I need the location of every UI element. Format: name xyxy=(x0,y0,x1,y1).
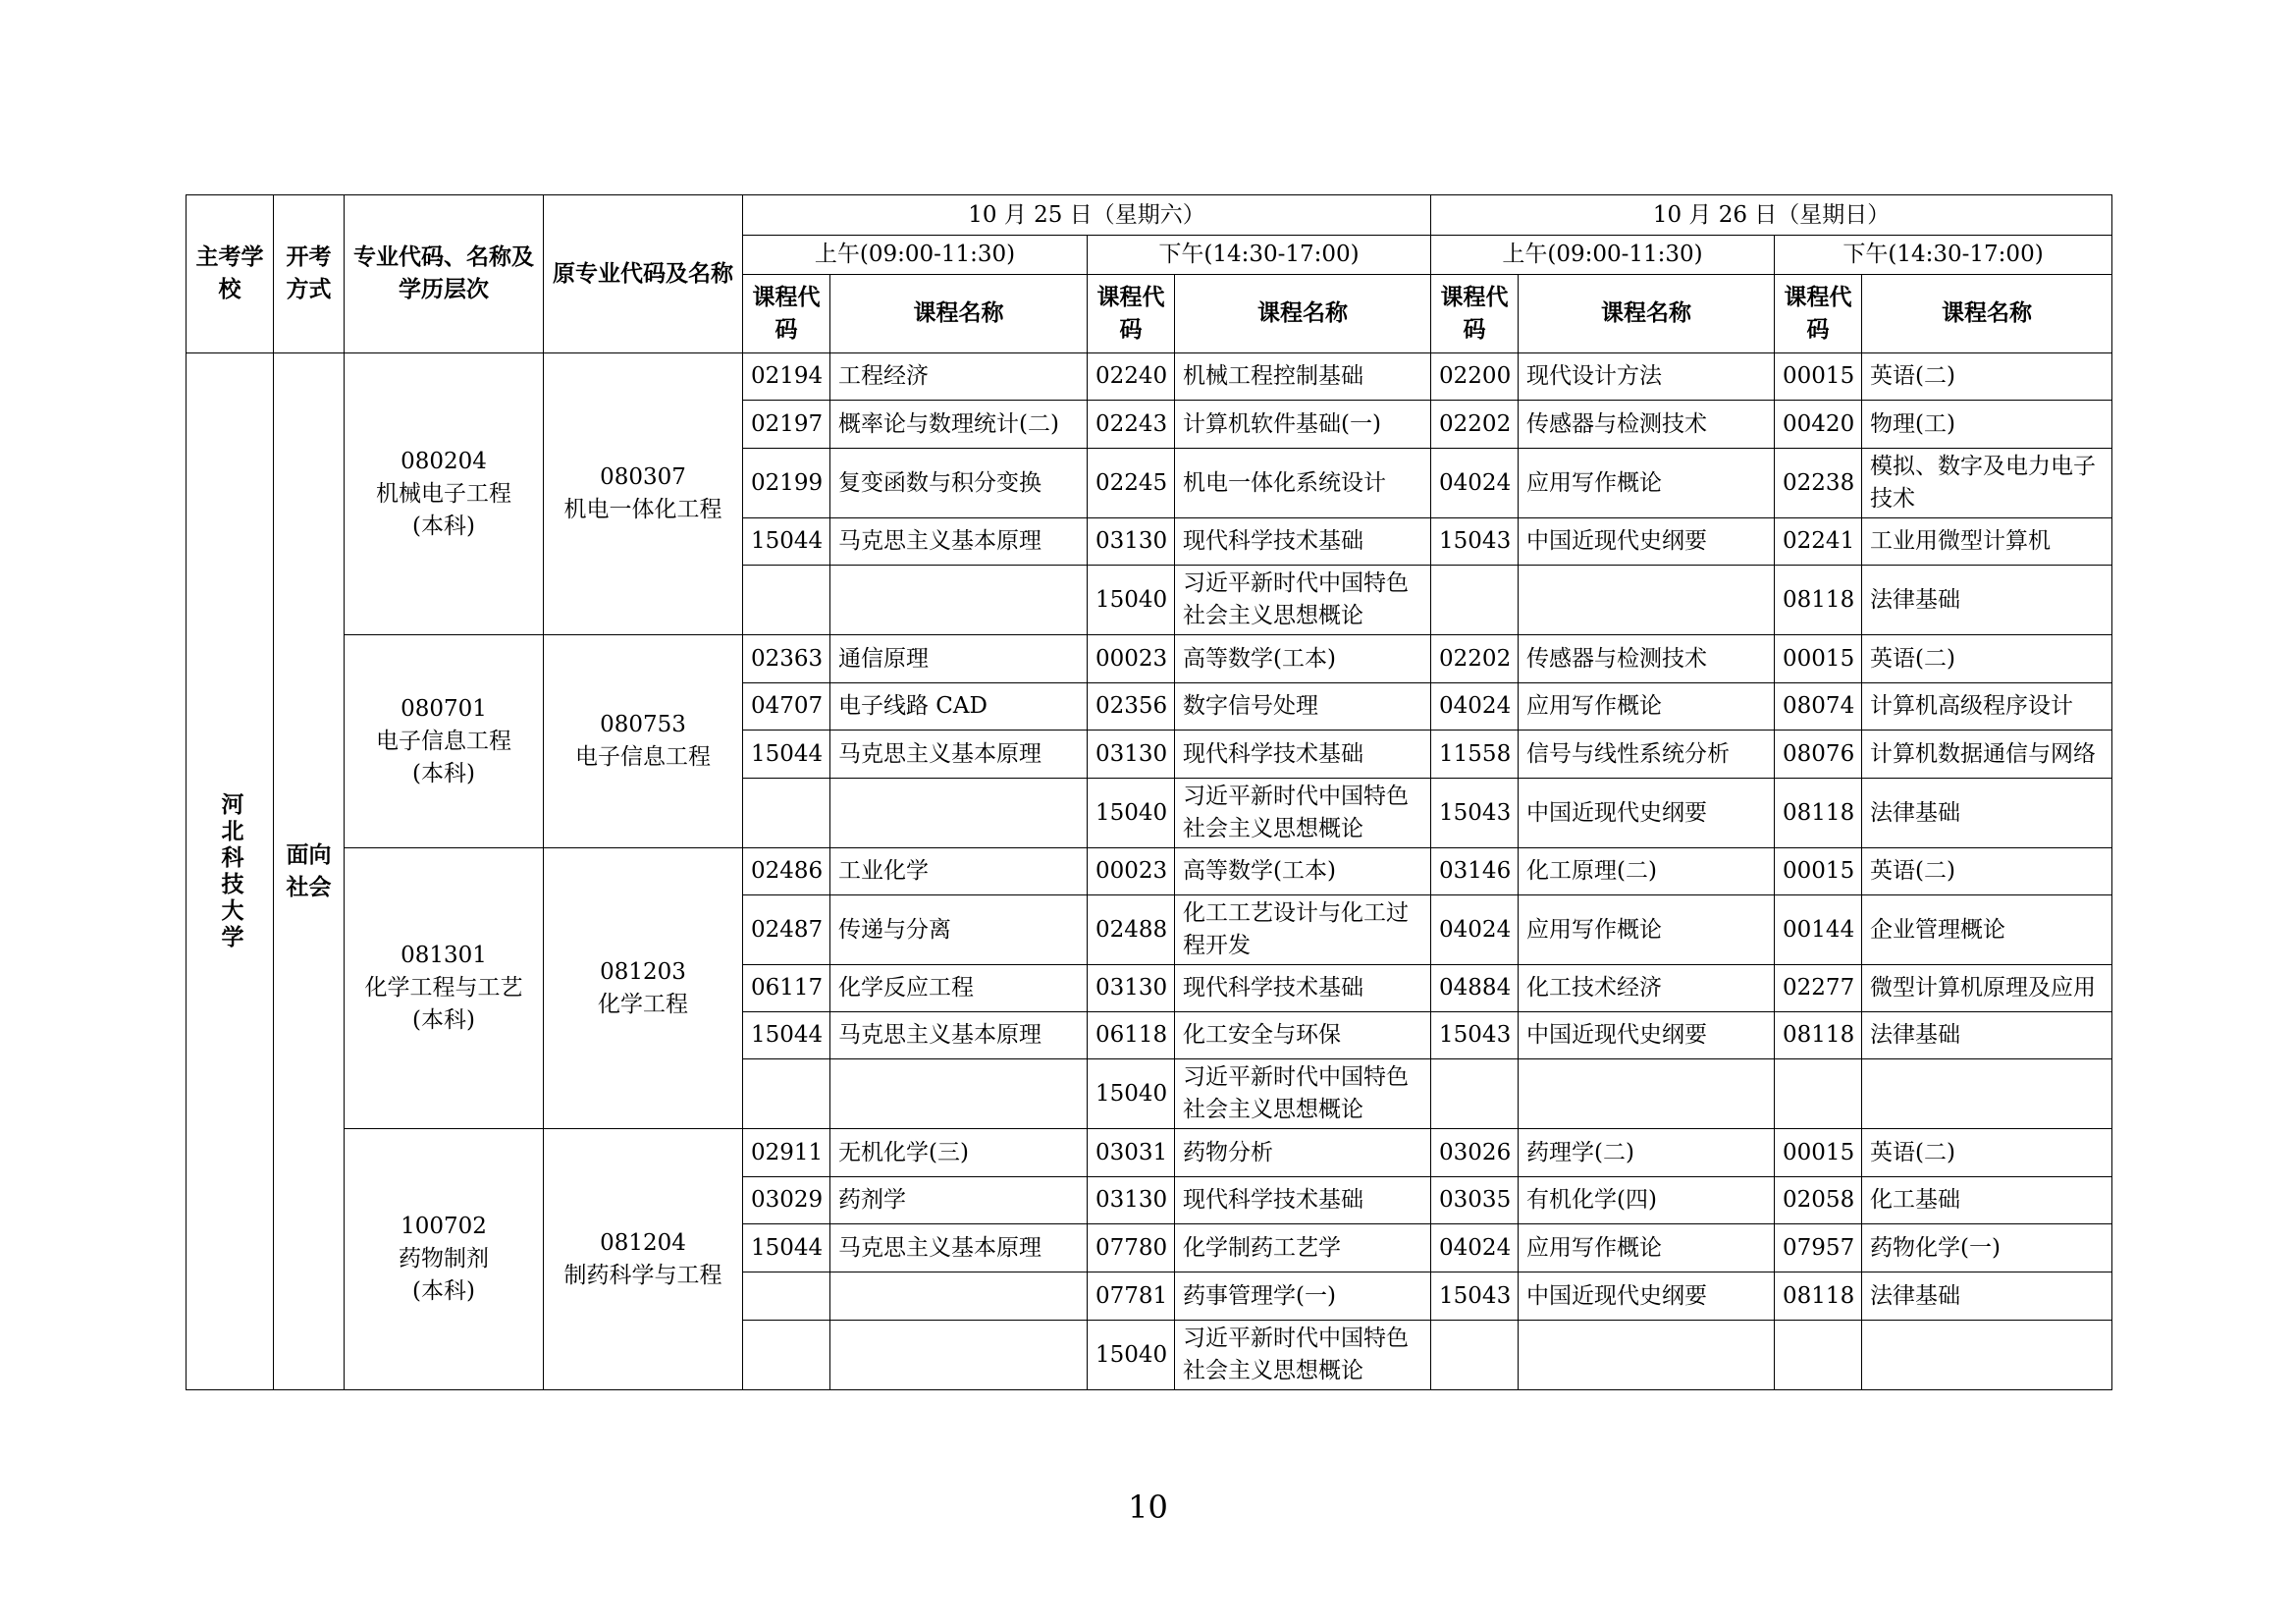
course-name: 马克思主义基本原理 xyxy=(830,1224,1088,1272)
original-major-line: 机电一体化工程 xyxy=(563,497,722,522)
course-code: 00015 xyxy=(1775,1129,1862,1177)
course-name xyxy=(830,1059,1088,1129)
original-major-line: 080307 xyxy=(600,464,686,490)
schedule-body xyxy=(187,353,2112,1390)
course-code: 08118 xyxy=(1775,1272,1862,1321)
course-code: 02197 xyxy=(743,401,830,449)
header-course-code: 课程代码 xyxy=(1431,275,1519,353)
course-name xyxy=(830,1321,1088,1390)
course-name: 英语(二) xyxy=(1862,1129,2112,1177)
course-code: 08118 xyxy=(1775,1012,1862,1059)
course-code: 15044 xyxy=(743,1012,830,1059)
course-code xyxy=(743,1272,830,1321)
course-name: 模拟、数字及电力电子技术 xyxy=(1862,449,2112,518)
exam-method: 面向社会 xyxy=(274,353,345,1390)
course-name xyxy=(1519,566,1775,635)
course-name: 法律基础 xyxy=(1862,1272,2112,1321)
course-code: 00015 xyxy=(1775,635,1862,683)
course-code: 07780 xyxy=(1088,1224,1175,1272)
course-code: 02487 xyxy=(743,895,830,965)
course-name: 微型计算机原理及应用 xyxy=(1862,965,2112,1012)
course-code: 00015 xyxy=(1775,848,1862,895)
course-name: 习近平新时代中国特色社会主义思想概论 xyxy=(1175,779,1431,848)
course-name: 机电一体化系统设计 xyxy=(1175,449,1431,518)
course-name: 计算机软件基础(一) xyxy=(1175,401,1431,449)
course-code xyxy=(743,1059,830,1129)
course-code: 15044 xyxy=(743,731,830,779)
original-major-cell xyxy=(544,635,743,848)
course-name: 有机化学(四) xyxy=(1519,1177,1775,1224)
course-name: 中国近现代史纲要 xyxy=(1519,779,1775,848)
course-code: 15043 xyxy=(1431,779,1519,848)
major-line: (本科) xyxy=(412,513,475,539)
course-name: 电子线路 CAD xyxy=(830,683,1088,731)
course-name xyxy=(1519,1059,1775,1129)
course-code: 02194 xyxy=(743,353,830,401)
school-name: 河北科技大学 xyxy=(187,353,274,1390)
header-course-code: 课程代码 xyxy=(1775,275,1862,353)
course-code xyxy=(1775,1059,1862,1129)
course-name xyxy=(1862,1059,2112,1129)
major-line: (本科) xyxy=(412,1278,475,1304)
course-code: 07781 xyxy=(1088,1272,1175,1321)
course-code: 15044 xyxy=(743,1224,830,1272)
course-code: 15044 xyxy=(743,518,830,566)
course-name: 化工原理(二) xyxy=(1519,848,1775,895)
header-course-name: 课程名称 xyxy=(1175,275,1431,353)
course-code: 11558 xyxy=(1431,731,1519,779)
course-name: 高等数学(工本) xyxy=(1175,848,1431,895)
course-name xyxy=(1519,1321,1775,1390)
course-code: 15043 xyxy=(1431,1272,1519,1321)
course-code: 02199 xyxy=(743,449,830,518)
course-code: 02356 xyxy=(1088,683,1175,731)
course-code: 02245 xyxy=(1088,449,1175,518)
course-name: 法律基础 xyxy=(1862,1012,2112,1059)
course-code: 15040 xyxy=(1088,1059,1175,1129)
course-name: 工业用微型计算机 xyxy=(1862,518,2112,566)
course-name: 应用写作概论 xyxy=(1519,683,1775,731)
course-code: 03130 xyxy=(1088,965,1175,1012)
course-name: 中国近现代史纲要 xyxy=(1519,518,1775,566)
course-name xyxy=(830,1272,1088,1321)
table-row xyxy=(187,1129,2112,1177)
course-name: 化工安全与环保 xyxy=(1175,1012,1431,1059)
course-name: 法律基础 xyxy=(1862,779,2112,848)
course-name: 马克思主义基本原理 xyxy=(830,518,1088,566)
course-name: 企业管理概论 xyxy=(1862,895,2112,965)
course-code: 00015 xyxy=(1775,353,1862,401)
course-code: 08118 xyxy=(1775,779,1862,848)
major-cell xyxy=(345,1129,544,1390)
course-code: 15040 xyxy=(1088,779,1175,848)
table-row xyxy=(187,848,2112,895)
course-code: 03031 xyxy=(1088,1129,1175,1177)
major-line: 080701 xyxy=(400,695,487,722)
major-cell xyxy=(345,635,544,848)
major-line: 100702 xyxy=(400,1214,487,1239)
course-code: 00023 xyxy=(1088,635,1175,683)
course-name: 数字信号处理 xyxy=(1175,683,1431,731)
header-day-2: 10 月 26 日（星期日） xyxy=(1431,195,2112,236)
course-code: 02238 xyxy=(1775,449,1862,518)
course-name: 物理(工) xyxy=(1862,401,2112,449)
course-code: 03026 xyxy=(1431,1129,1519,1177)
header-course-code: 课程代码 xyxy=(743,275,830,353)
course-code: 15040 xyxy=(1088,1321,1175,1390)
header-session: 上午(09:00-11:30) xyxy=(743,236,1088,275)
course-code: 00144 xyxy=(1775,895,1862,965)
course-name: 概率论与数理统计(二) xyxy=(830,401,1088,449)
course-code: 02200 xyxy=(1431,353,1519,401)
exam-schedule-table xyxy=(186,194,2112,1390)
course-code: 08118 xyxy=(1775,566,1862,635)
course-name: 化工技术经济 xyxy=(1519,965,1775,1012)
major-line: 081301 xyxy=(400,943,487,968)
course-code: 02058 xyxy=(1775,1177,1862,1224)
header-day-1: 10 月 25 日（星期六） xyxy=(743,195,1431,236)
course-code xyxy=(743,779,830,848)
course-code: 02202 xyxy=(1431,401,1519,449)
original-major-cell xyxy=(544,353,743,635)
course-code: 08074 xyxy=(1775,683,1862,731)
major-line: 化学工程与工艺 xyxy=(364,975,523,1001)
course-code: 02277 xyxy=(1775,965,1862,1012)
course-name: 习近平新时代中国特色社会主义思想概论 xyxy=(1175,1321,1431,1390)
header-course-name: 课程名称 xyxy=(1519,275,1775,353)
course-name: 药物化学(一) xyxy=(1862,1224,2112,1272)
major-line: 电子信息工程 xyxy=(376,728,511,754)
course-code: 04884 xyxy=(1431,965,1519,1012)
course-name: 习近平新时代中国特色社会主义思想概论 xyxy=(1175,566,1431,635)
course-name: 英语(二) xyxy=(1862,848,2112,895)
header-session: 上午(09:00-11:30) xyxy=(1431,236,1775,275)
course-name: 计算机高级程序设计 xyxy=(1862,683,2112,731)
course-code: 06118 xyxy=(1088,1012,1175,1059)
course-name: 现代设计方法 xyxy=(1519,353,1775,401)
original-major-line: 化学工程 xyxy=(598,991,688,1017)
original-major-line: 电子信息工程 xyxy=(575,744,711,770)
original-major-line: 制药科学与工程 xyxy=(563,1262,722,1288)
course-name: 工业化学 xyxy=(830,848,1088,895)
course-name: 传感器与检测技术 xyxy=(1519,401,1775,449)
course-code: 03130 xyxy=(1088,1177,1175,1224)
course-name: 法律基础 xyxy=(1862,566,2112,635)
course-code: 00023 xyxy=(1088,848,1175,895)
course-code: 02363 xyxy=(743,635,830,683)
course-code: 04024 xyxy=(1431,683,1519,731)
course-code: 04024 xyxy=(1431,449,1519,518)
course-code: 02486 xyxy=(743,848,830,895)
course-code xyxy=(743,1321,830,1390)
header-original-major: 原专业代码及名称 xyxy=(544,195,743,353)
header-course-name: 课程名称 xyxy=(830,275,1088,353)
course-code: 06117 xyxy=(743,965,830,1012)
course-name: 化学制药工艺学 xyxy=(1175,1224,1431,1272)
course-name: 应用写作概论 xyxy=(1519,895,1775,965)
major-cell xyxy=(345,353,544,635)
course-name: 高等数学(工本) xyxy=(1175,635,1431,683)
course-code: 07957 xyxy=(1775,1224,1862,1272)
header-exam-method: 开考方式 xyxy=(274,195,345,353)
header-school: 主考学校 xyxy=(187,195,274,353)
page-number: 10 xyxy=(1128,1489,1168,1526)
course-code: 04024 xyxy=(1431,1224,1519,1272)
course-code xyxy=(1431,1059,1519,1129)
course-name: 应用写作概论 xyxy=(1519,1224,1775,1272)
major-line: 药物制剂 xyxy=(399,1246,489,1272)
original-major-cell xyxy=(544,1129,743,1390)
table-row xyxy=(187,353,2112,401)
course-name: 化工基础 xyxy=(1862,1177,2112,1224)
header-course-code: 课程代码 xyxy=(1088,275,1175,353)
original-major-cell xyxy=(544,848,743,1129)
course-name: 马克思主义基本原理 xyxy=(830,731,1088,779)
header-major: 专业代码、名称及学历层次 xyxy=(345,195,544,353)
major-line: 机械电子工程 xyxy=(376,480,511,507)
major-line: 080204 xyxy=(400,448,487,474)
header-session: 下午(14:30-17:00) xyxy=(1088,236,1431,275)
course-name: 药剂学 xyxy=(830,1177,1088,1224)
course-code: 04707 xyxy=(743,683,830,731)
course-code: 02243 xyxy=(1088,401,1175,449)
course-name: 现代科学技术基础 xyxy=(1175,518,1431,566)
original-major-line: 081203 xyxy=(600,958,686,985)
course-code: 02202 xyxy=(1431,635,1519,683)
course-code: 04024 xyxy=(1431,895,1519,965)
course-code: 15043 xyxy=(1431,1012,1519,1059)
course-code: 03035 xyxy=(1431,1177,1519,1224)
original-major-line: 080753 xyxy=(600,712,686,737)
original-major-line: 081204 xyxy=(600,1229,686,1256)
course-name: 工程经济 xyxy=(830,353,1088,401)
course-name: 药事管理学(一) xyxy=(1175,1272,1431,1321)
course-name: 马克思主义基本原理 xyxy=(830,1012,1088,1059)
course-name: 信号与线性系统分析 xyxy=(1519,731,1775,779)
course-name: 药理学(二) xyxy=(1519,1129,1775,1177)
course-name: 计算机数据通信与网络 xyxy=(1862,731,2112,779)
course-name: 应用写作概论 xyxy=(1519,449,1775,518)
course-code: 15043 xyxy=(1431,518,1519,566)
course-code xyxy=(743,566,830,635)
major-line: (本科) xyxy=(412,760,475,786)
course-name: 英语(二) xyxy=(1862,635,2112,683)
course-name: 通信原理 xyxy=(830,635,1088,683)
course-name: 传感器与检测技术 xyxy=(1519,635,1775,683)
major-cell xyxy=(345,848,544,1129)
course-name: 化工工艺设计与化工过程开发 xyxy=(1175,895,1431,965)
major-line: (本科) xyxy=(412,1007,475,1033)
header-session: 下午(14:30-17:00) xyxy=(1775,236,2112,275)
course-name: 无机化学(三) xyxy=(830,1129,1088,1177)
course-code: 03029 xyxy=(743,1177,830,1224)
course-name xyxy=(1862,1321,2112,1390)
course-code: 03146 xyxy=(1431,848,1519,895)
course-name: 中国近现代史纲要 xyxy=(1519,1272,1775,1321)
course-code: 00420 xyxy=(1775,401,1862,449)
table-row xyxy=(187,635,2112,683)
course-code: 02240 xyxy=(1088,353,1175,401)
course-code: 02241 xyxy=(1775,518,1862,566)
header-course-name: 课程名称 xyxy=(1862,275,2112,353)
course-code xyxy=(1431,1321,1519,1390)
course-name: 现代科学技术基础 xyxy=(1175,1177,1431,1224)
course-name: 传递与分离 xyxy=(830,895,1088,965)
course-name: 复变函数与积分变换 xyxy=(830,449,1088,518)
course-code: 02488 xyxy=(1088,895,1175,965)
course-name: 英语(二) xyxy=(1862,353,2112,401)
course-name xyxy=(830,566,1088,635)
course-name xyxy=(830,779,1088,848)
course-name: 中国近现代史纲要 xyxy=(1519,1012,1775,1059)
course-code: 03130 xyxy=(1088,518,1175,566)
course-name: 现代科学技术基础 xyxy=(1175,731,1431,779)
course-name: 现代科学技术基础 xyxy=(1175,965,1431,1012)
course-code: 08076 xyxy=(1775,731,1862,779)
course-code: 03130 xyxy=(1088,731,1175,779)
course-code xyxy=(1431,566,1519,635)
course-name: 药物分析 xyxy=(1175,1129,1431,1177)
course-code: 15040 xyxy=(1088,566,1175,635)
course-name: 化学反应工程 xyxy=(830,965,1088,1012)
course-name: 机械工程控制基础 xyxy=(1175,353,1431,401)
course-name: 习近平新时代中国特色社会主义思想概论 xyxy=(1175,1059,1431,1129)
course-code: 02911 xyxy=(743,1129,830,1177)
course-code xyxy=(1775,1321,1862,1390)
